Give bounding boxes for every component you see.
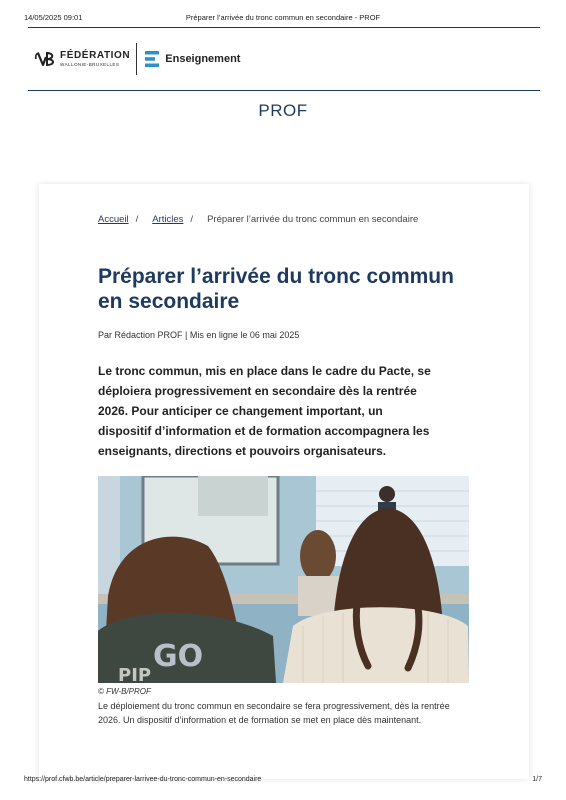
breadcrumb-separator: / [135,214,139,225]
article-card [39,184,529,779]
federation-subtitle: WALLONIE-BRUXELLES [60,61,120,67]
svg-text:GO: GO [153,639,204,674]
article-meta: Par Rédaction PROF | Mis en ligne le 06 mai 2025 [98,330,300,340]
breadcrumb-home-link[interactable]: Accueil [98,214,129,225]
enseignement-logo-icon [145,50,159,68]
brand-title[interactable]: PROF [258,101,308,120]
print-datetime: 14/05/2025 09:01 [24,13,83,22]
svg-text:PIP: PIP [118,665,152,683]
photo-credit: © FW-B/PROF [98,687,151,696]
print-page-number: 1/7 [532,776,542,783]
fwb-logo-icon [34,50,56,68]
article-photo [98,476,469,683]
article-title: Préparer l’arrivée du tronc commun en secondaire [98,265,454,313]
article-lead: Le tronc commun, mis en place dans le cadre du Pacte, se déploiera progressivement en secondaire dès la rentrée 2026. Pour anticiper ce changement important, un dispositif d’information et de formation accompagnera les enseignants, directions et pouvoirs organisateurs. [98,364,431,458]
breadcrumb [98,214,418,225]
photo-caption: Le déploiement du tronc commun en secondaire se fera progressivement, dès la rentrée 2026. Un dispositif d’information et de formation se met en place dès maintenant. [98,701,450,725]
site-logo[interactable] [34,42,240,76]
breadcrumb-articles-link[interactable]: Articles [152,214,184,225]
breadcrumb-current: Préparer l’arrivée du tronc commun en secondaire [207,214,419,225]
print-footer [24,776,542,788]
print-url: https://prof.cfwb.be/article/preparer-larrivee-du-tronc-commun-en-secondaire [24,776,262,783]
logo-divider [136,43,137,75]
section-name: Enseignement [165,53,241,65]
breadcrumb-separator: / [190,214,194,225]
federation-name: FÉDÉRATION [60,49,131,61]
site-header [28,27,540,91]
print-page-title: Préparer l’arrivée du tronc commun en secondaire - PROF [185,13,381,22]
print-header [24,13,542,25]
classroom-photo [98,476,469,683]
